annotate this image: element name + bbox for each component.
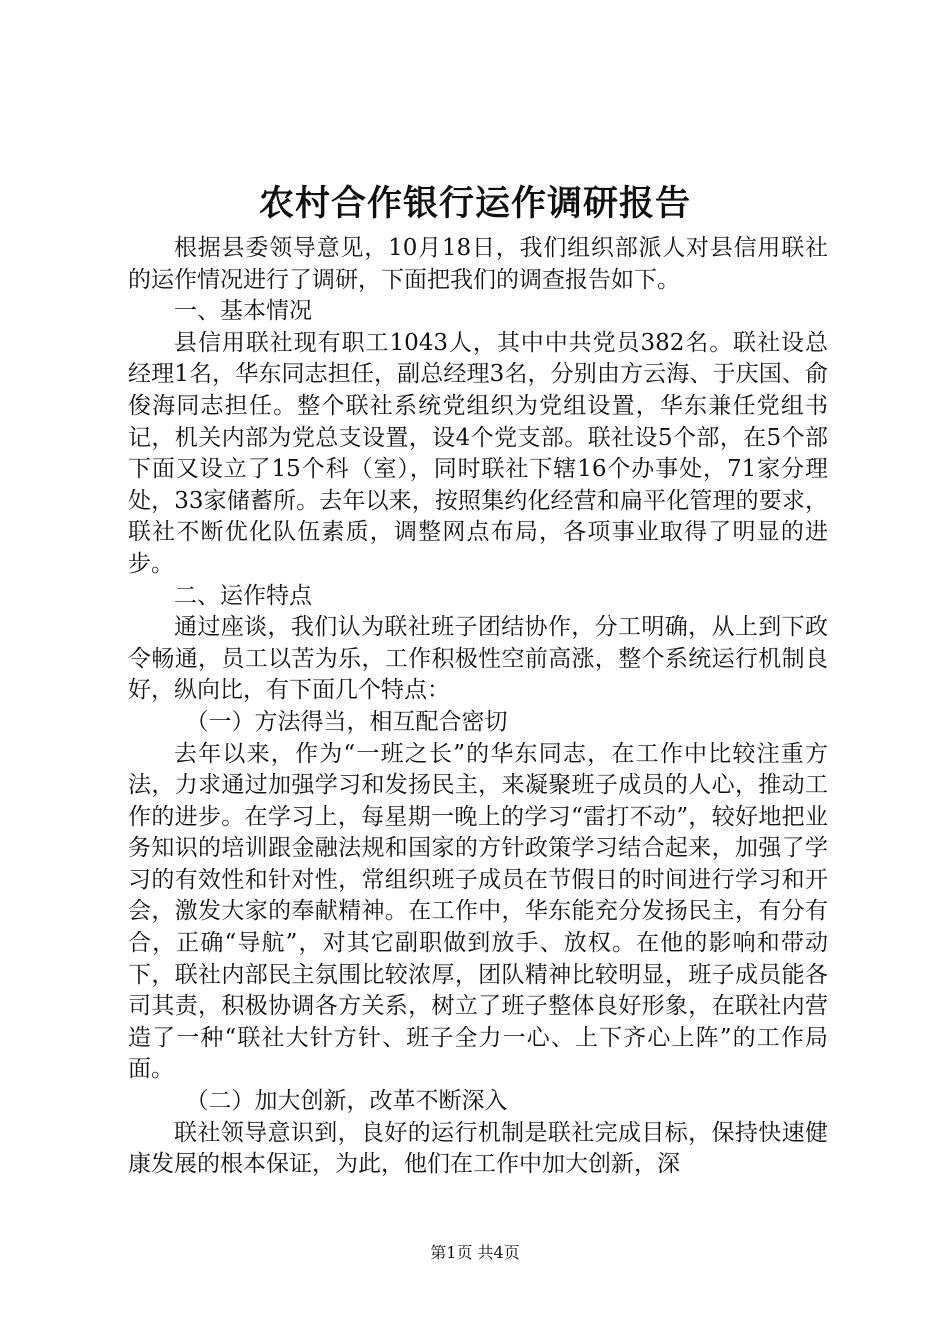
- document-body: [128, 233, 828, 1181]
- paragraph-intro: 根据县委领导意见，10月18日，我们组织部派人对县信用联社的运作情况进行了调研，下面把我们的调查报告如下。: [128, 235, 828, 293]
- section-heading-basic: 一、基本情况: [174, 298, 312, 325]
- subsection-heading-method: （一）方法得当，相互配合密切: [185, 708, 508, 735]
- paragraph-features-intro: 通过座谈，我们认为联社班子团结协作，分工明确，从上到下政令畅通，员工以苦为乐，工作积极性空前高涨，整个系统运行机制良好，纵向比，有下面几个特点：: [128, 614, 828, 704]
- subsection-heading-innovation: （二）加大创新，改革不断深入: [185, 1088, 508, 1115]
- section-heading-features: 二、运作特点: [174, 582, 312, 609]
- page-footer: 第1页 共4页: [430, 1243, 520, 1262]
- document-title: 农村合作银行运作调研报告: [258, 183, 691, 224]
- paragraph-method: 去年以来，作为“一班之长”的华东同志，在工作中比较注重方法，力求通过加强学习和发扬民主，来凝聚班子成员的人心，推动工作的进步。在学习上，每星期一晚上的学习“雷打不动”，较好地把业务知识的培训跟金融法规和国家的方针政策学习结合起来，加强了学习的有效性和针对性，常组织班子成员在节假日的时间进行学习和开会，激发大家的奉献精神。在工作中，华东能充分发扬民主，有分有合，正确“导航”，对其它副职做到放手、放权。在他的影响和带动下，联社内部民主氛围比较浓厚，团队精神比较明显，班子成员能各司其责，积极协调各方关系，树立了班子整体良好形象，在联社内营造了一种“联社大针方针、班子全力一心、上下齐心上阵”的工作局面。: [128, 740, 828, 1083]
- paragraph-basic-info: 县信用联社现有职工1043人，其中中共党员382名。联社设总经理1名，华东同志担任，副总经理3名，分别由方云海、于庆国、俞俊海同志担任。整个联社系统党组织为党组设置，华东兼任党组书记，机关内部为党总支设置，设4个党支部。联社设5个部，在5个部下面又设立了15个科（室），同时联社下辖16个办事处，71家分理处，33家储蓄所。去年以来，按照集约化经营和扁平化管理的要求，联社不断优化队伍素质，调整网点布局，各项事业取得了明显的进步。: [128, 329, 828, 577]
- paragraph-innovation: 联社领导意识到，良好的运行机制是联社完成目标，保持快速健康发展的根本保证，为此，他们在工作中加大创新，深: [128, 1119, 828, 1178]
